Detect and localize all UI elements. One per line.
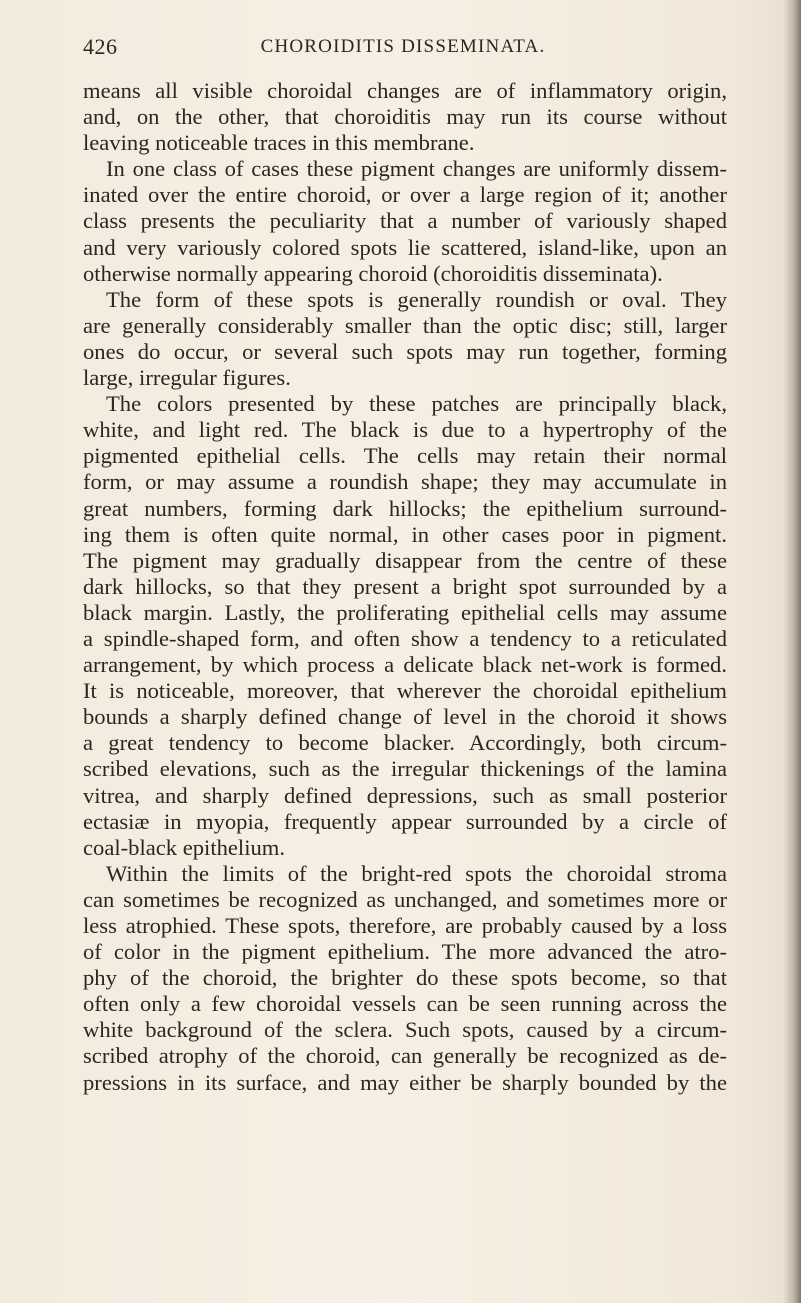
page-number: 426 (83, 34, 118, 59)
text-line: arrangement, by which process a delicate black net-work is formed. (83, 652, 727, 678)
text-line: and very variously colored spots lie scattered, island-like, upon an (83, 234, 727, 260)
text-line: class presents the peculiarity that a number of variously shaped (83, 208, 727, 234)
text-line: scribed atrophy of the choroid, can generally be recognized as de- (83, 1043, 727, 1069)
text-line: Within the limits of the bright-red spots the choroidal stroma (106, 860, 727, 886)
body-text (83, 78, 727, 1096)
text-line: phy of the choroid, the brighter do these spots become, so that (83, 965, 727, 991)
text-line: bounds a sharply defined change of level in the choroid it shows (83, 704, 727, 730)
text-line: dark hillocks, so that they present a bright spot surrounded by a (83, 573, 727, 599)
text-line: ectasiæ in myopia, frequently appear surrounded by a circle of (83, 808, 727, 834)
page-edge-shadow (783, 0, 801, 1303)
text-line: It is noticeable, moreover, that wherever the choroidal epithelium (83, 678, 727, 704)
text-line: coal-black epithelium. (83, 834, 286, 860)
text-line: black margin. Lastly, the proliferating epithelial cells may assume (83, 599, 727, 625)
text-line: white, and light red. The black is due to a hypertrophy of the (83, 417, 727, 443)
text-line: a spindle-shaped form, and often show a tendency to a reticulated (83, 625, 727, 651)
text-line: vitrea, and sharply defined depressions, such as small posterior (83, 782, 727, 808)
text-line: form, or may assume a roundish shape; they may accumulate in (83, 469, 727, 495)
page-header (83, 30, 723, 64)
text-line: leaving noticeable traces in this membrane. (83, 130, 475, 156)
text-line: The pigment may gradually disappear from the centre of these (83, 547, 727, 573)
text-line: scribed elevations, such as the irregular thickenings of the lamina (83, 756, 727, 782)
text-line: otherwise normally appearing choroid (choroiditis disseminata). (83, 260, 663, 286)
text-line: pressions in its surface, and may either be sharply bounded by the (83, 1069, 727, 1095)
text-line: ones do occur, or several such spots may run together, forming (83, 338, 727, 364)
text-line: inated over the entire choroid, or over a large region of it; another (83, 182, 727, 208)
text-line: pigmented epithelial cells. The cells may retain their normal (83, 443, 727, 469)
text-line: means all visible choroidal changes are of inflammatory origin, (83, 78, 727, 103)
text-line: In one class of cases these pigment changes are uniformly dissem- (106, 156, 727, 182)
text-line: less atrophied. These spots, therefore, are probably caused by a loss (83, 913, 727, 938)
text-line: often only a few choroidal vessels can be seen running across the (83, 991, 727, 1017)
text-line: a great tendency to become blacker. Accordingly, both circum- (83, 730, 727, 756)
text-line: and, on the other, that choroiditis may run its course without (83, 104, 727, 130)
text-line: ing them is often quite normal, in other cases poor in pigment. (83, 521, 727, 547)
text-line: large, irregular figures. (83, 365, 291, 391)
running-head: CHOROIDITIS DISSEMINATA. (260, 36, 546, 57)
text-line: The form of these spots is generally roundish or oval. They (106, 286, 727, 312)
text-line: The colors presented by these patches are principally black, (106, 391, 727, 417)
text-line: can sometimes be recognized as unchanged, and sometimes more or (83, 886, 727, 912)
text-line: white background of the sclera. Such spots, caused by a circum- (83, 1017, 727, 1043)
text-line: of color in the pigment epithelium. The more advanced the atro- (83, 939, 727, 965)
text-line: are generally considerably smaller than the optic disc; still, larger (83, 312, 727, 338)
text-line: great numbers, forming dark hillocks; the epithelium surround- (83, 495, 727, 521)
